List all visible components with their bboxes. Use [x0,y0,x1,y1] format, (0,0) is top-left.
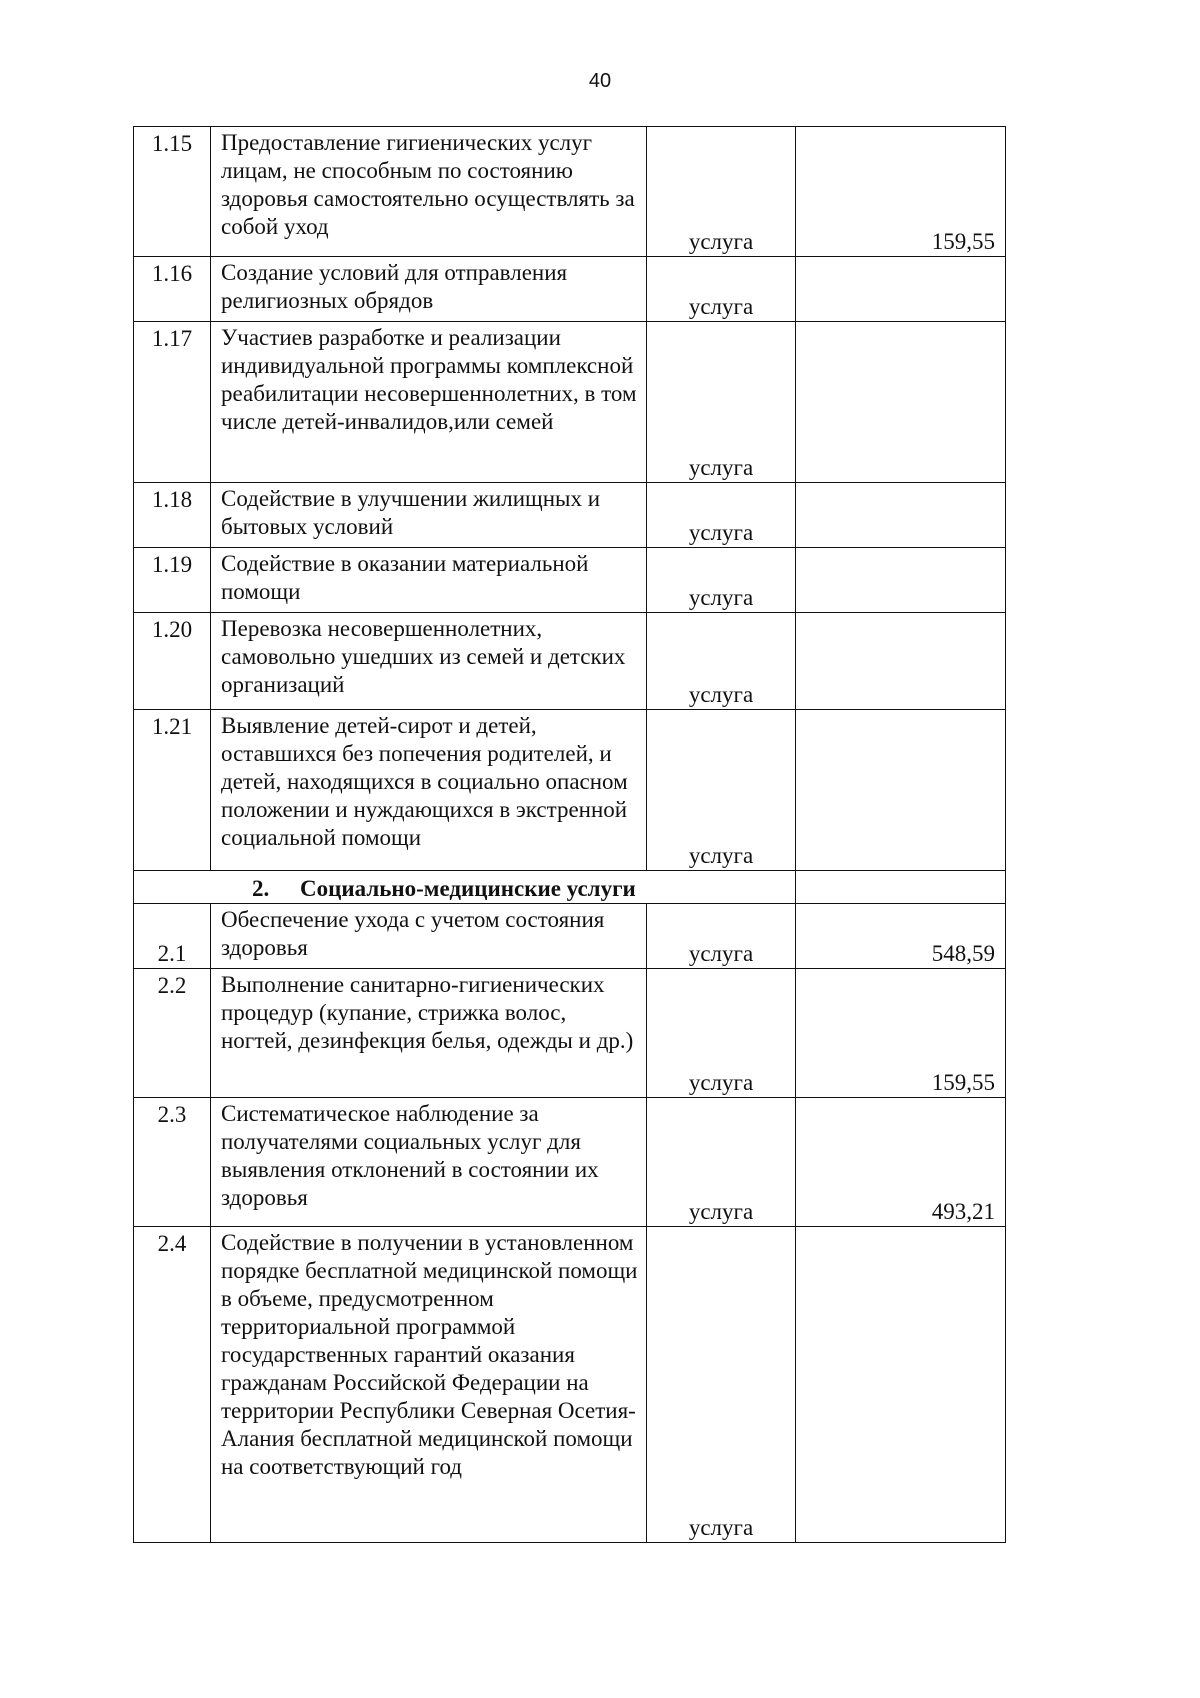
table-row [134,1098,1006,1227]
table-row [134,710,1006,871]
service-unit: услуга [647,1098,796,1227]
section-empty-cell [796,871,1006,904]
service-unit: услуга [647,483,796,548]
service-name: Предоставление гигиенических услуг лицам, не способным по состоянию здоровья самостоятельно осуществлять за собой уход [211,127,647,257]
row-number: 2.3 [134,1098,211,1227]
row-number: 2.2 [134,969,211,1098]
service-price [796,710,1006,871]
row-number: 1.15 [134,127,211,257]
service-price [796,613,1006,710]
service-unit: услуга [647,322,796,483]
service-unit: услуга [647,710,796,871]
table-row [134,969,1006,1098]
row-number: 2.1 [134,904,211,969]
page-number: 40 [588,70,612,92]
service-unit: услуга [647,548,796,613]
table-row [134,127,1006,257]
service-unit: услуга [647,904,796,969]
service-price [796,322,1006,483]
row-number: 1.20 [134,613,211,710]
row-number: 1.17 [134,322,211,483]
service-name: Обеспечение ухода с учетом состояния здоровья [211,904,647,969]
row-number: 1.16 [134,257,211,322]
service-unit: услуга [647,127,796,257]
service-name: Перевозка несовершеннолетних, самовольно ушедших из семей и детских организаций [211,613,647,710]
row-number: 1.18 [134,483,211,548]
table-row [134,904,1006,969]
services-table [133,126,1006,1543]
service-price [796,1227,1006,1543]
service-name: Выявление детей-сирот и детей, оставшихся без попечения родителей, и детей, находящихся в социально опасном положении и нуждающихся в экстренной социальной помощи [211,710,647,871]
service-price [796,257,1006,322]
row-number: 1.21 [134,710,211,871]
service-name: Выполнение санитарно-гигиенических процедур (купание, стрижка волос, ногтей, дезинфекция белья, одежды и др.) [211,969,647,1098]
row-number: 1.19 [134,548,211,613]
table-row [134,257,1006,322]
service-price: 159,55 [796,969,1006,1098]
table-row [134,548,1006,613]
service-unit: услуга [647,969,796,1098]
service-name: Содействие в оказании материальной помощи [211,548,647,613]
section-header-row [134,871,1006,904]
service-name: Содействие в получении в установленном порядке бесплатной медицинской помощи в объеме, предусмотренном территориальной программой государственных гарантий оказания гражданам Российской Федерации на территории Республики Северная Осетия-Алания бесплатной медицинской помощи на соответствующий год [211,1227,647,1543]
table-row [134,322,1006,483]
service-name: Содействие в улучшении жилищных и бытовых условий [211,483,647,548]
service-unit: услуга [647,257,796,322]
section-label: Социально-медицинские услуги [300,876,636,901]
service-unit: услуга [647,613,796,710]
table-row [134,483,1006,548]
row-number: 2.4 [134,1227,211,1543]
service-name: Создание условий для отправления религиозных обрядов [211,257,647,322]
service-name: Систематическое наблюдение за получателями социальных услуг для выявления отклонений в состоянии их здоровья [211,1098,647,1227]
service-name: Участиев разработке и реализации индивидуальной программы комплексной реабилитации несовершеннолетних, в том числе детей-инвалидов,или семей [211,322,647,483]
service-price [796,483,1006,548]
table-row [134,613,1006,710]
service-price [796,548,1006,613]
table-row [134,1227,1006,1543]
service-price: 548,59 [796,904,1006,969]
service-price: 493,21 [796,1098,1006,1227]
service-unit: услуга [647,1227,796,1543]
section-number: 2. [252,876,270,901]
service-price: 159,55 [796,127,1006,257]
section-title [134,871,796,904]
